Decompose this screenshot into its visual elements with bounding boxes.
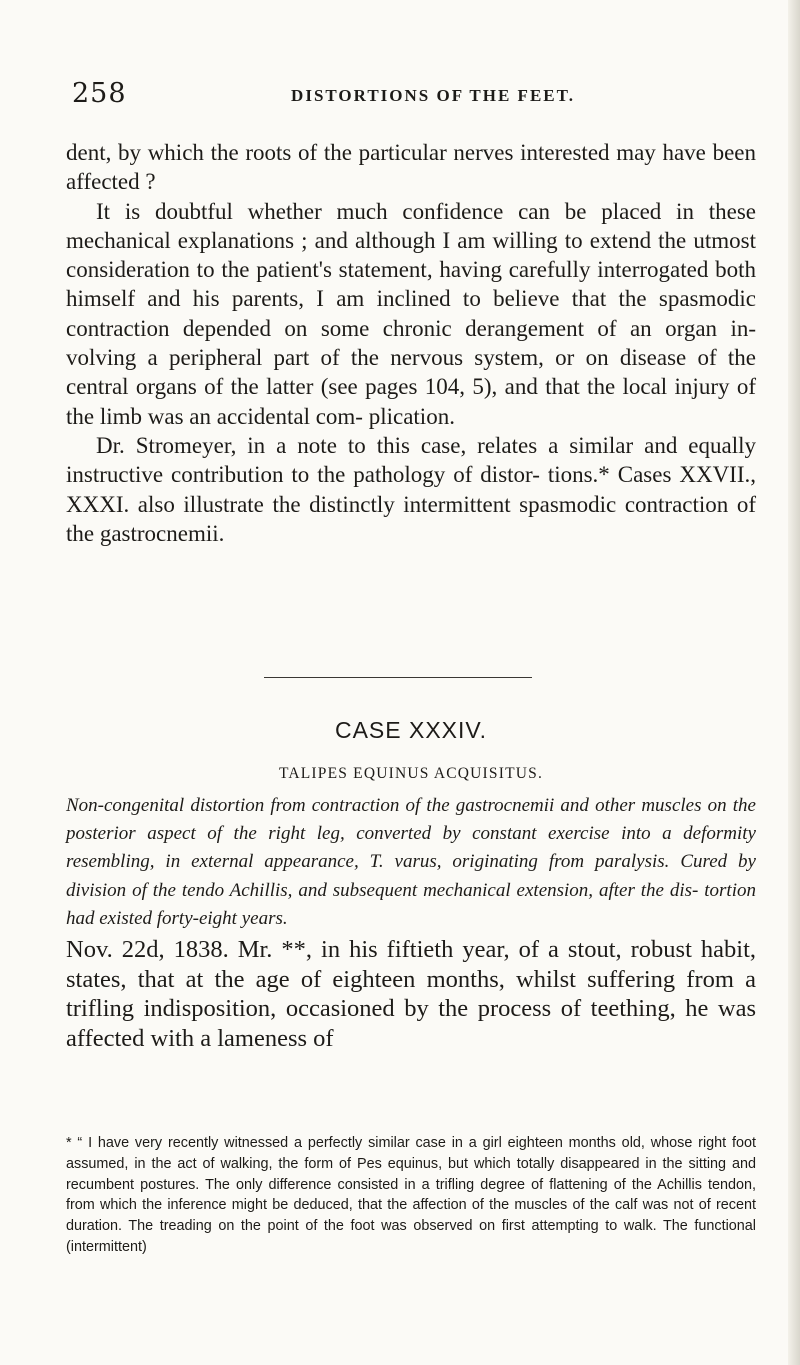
case-body: Nov. 22d, 1838. Mr. **, in his fiftieth year, of a stout, robust habit, states, that at the age of eighteen months, whilst suffering from a trifling indisposition, occasioned by the process of teething, he was affected with a lameness of — [66, 936, 756, 1052]
footnote: * “ I have very recently witnessed a perfectly similar case in a girl eighteen months old, whose right foot assumed, in the act of walking, the form of Pes equinus, but which totally disappeared in the sitting and recumbent postures. The only difference consisted in a trifling degree of flattening of the Achillis tendon, from which the inference might be deduced, that the affection of the muscles of the calf was not of recent duration. The treading on the point of the foot was observed on first attempting to walk. The functional (intermittent) — [66, 1135, 756, 1255]
paragraph: It is doubtful whether much confidence can be placed in these mechanical explanations ; and although I am willing to extend the utmost consideration to the patient's statement, having carefully interrogated both himself and his parents, I am inclined to believe that the spasmodic contraction depended on some chronic derangement of an organ in- volving a peripheral part of the nervous system, or on disease of the central organs of the latter (see pages 104, 5), and that the local injury of the limb was an accidental com- plication. — [66, 198, 756, 429]
running-head: DISTORTIONS OF THE FEET. — [291, 86, 575, 105]
page-edge-shadow — [788, 0, 800, 1365]
case-subtitle: TALIPES EQUINUS ACQUISITUS. — [278, 765, 544, 782]
paragraph: Dr. Stromeyer, in a note to this case, relates a similar and equally instructive contribution to the pathology of distor- tions.* Cases XXVII., XXXI. also illustrate the distinctly intermittent spasmodic contraction of the gastrocnemii. — [66, 432, 756, 546]
case-summary: Non-congenital distortion from contraction of the gastrocnemii and other muscles on the posterior aspect of the right leg, converted by constant exercise into a deformity resembling, in external appearance, T. varus, originating from paralysis. Cured by division of the tendo Achillis, and subsequent mechanical extension, after the dis- tortion had existed forty-eight years. — [66, 795, 756, 929]
case-title: CASE XXXIV. — [334, 717, 488, 743]
section-divider — [264, 677, 532, 678]
paragraph: dent, by which the roots of the particular nerves interested may have been affected ? — [66, 140, 756, 195]
page-number: 258 — [72, 78, 127, 109]
main-text — [66, 138, 756, 548]
page-header — [72, 78, 764, 114]
